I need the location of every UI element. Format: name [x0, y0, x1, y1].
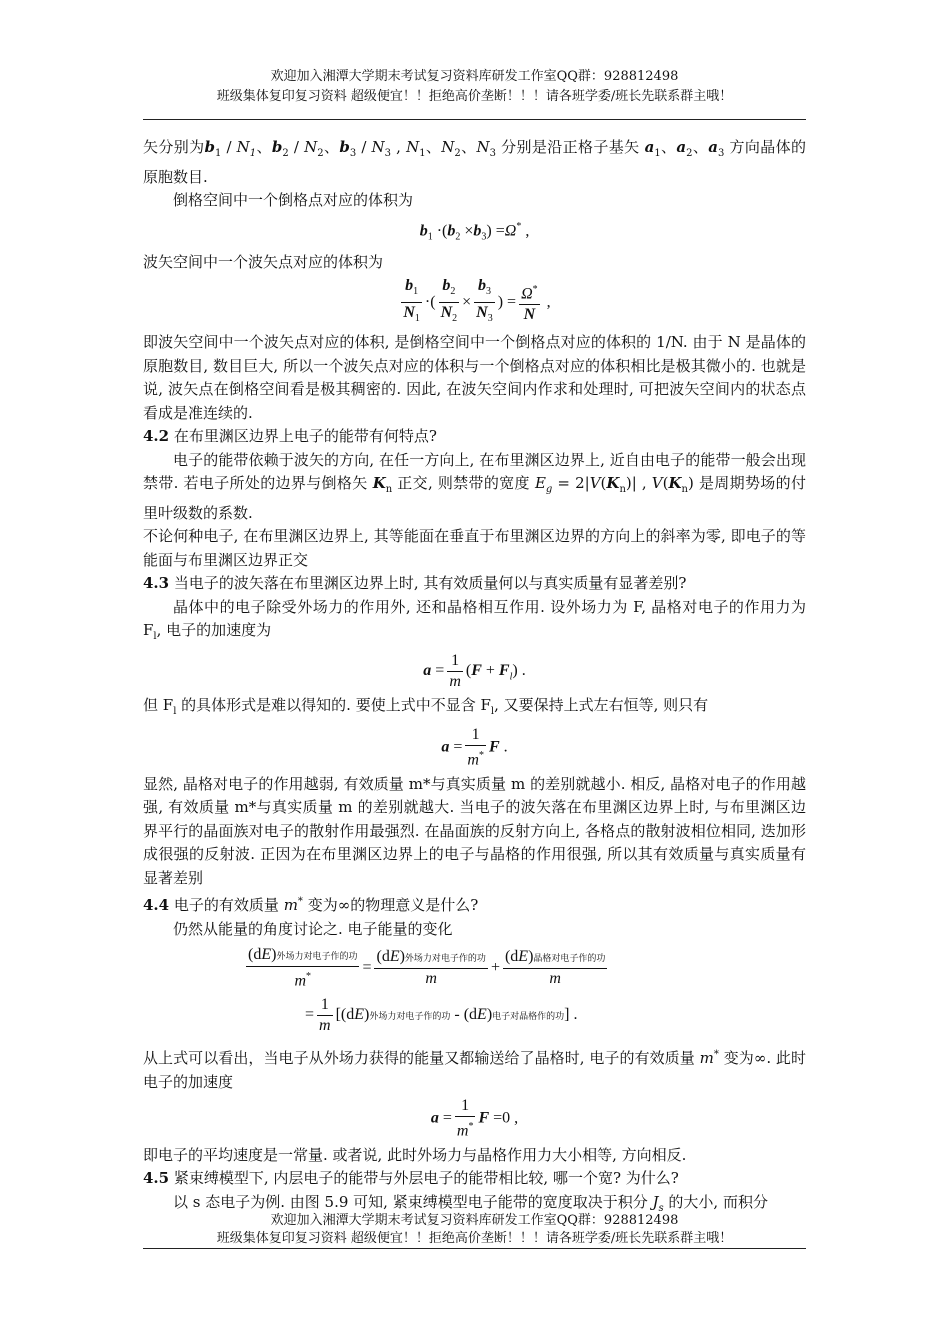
paragraph-wavevector-volume: 波矢空间中一个波矢点对应的体积为: [143, 252, 384, 271]
equation-wavevector-volume: $\frac{b_1}{N_1}$ ·( $\frac{b_2}{N_2}$ × $\frac{b_3}{N_3}$ ) = $\frac{\Omega^*}{N}$ ,: [403, 277, 551, 325]
answer-4-3-c: 显然, 晶格对电子的作用越弱, 有效质量 m*与真实质量 m 的差别就越小. 相反, 晶格对电子的作用越强, 有效质量 m*与真实质量 m 的差别就越大. 当电子的波矢落在布里渊区边界上时, 与布里渊区边界平行的晶面族对电子的散射作用最强烈. 在晶面族的反射方向上, 各格点的散射波相位相同, 迭加形成很强的反射波. 正因为在布里渊区边界上的电子与晶格的作用很强, 所以其有效质量与真实质量有显著差别: [143, 774, 806, 887]
question-4-3: 4.3 当电子的波矢落在布里渊区边界上时, 其有效质量何以与真实质量有显著差别?: [143, 574, 687, 593]
equation-energy-change: $\frac{\text{(dE)外场力对电子作的功}}{m^*}$ = $\frac{\text{(dE)外场力对电子作的功}}{m}$ + $\frac{\text{(dE)晶格对电子作的功}}{m}$ = $\frac{1}{m}$ [(dE)外场力对电子作的功 - (dE)电子对晶格作的功] .: [248, 946, 606, 1035]
equation-acceleration: a = $\frac{1}{m}$ $(F + F_l)$ .: [423, 651, 526, 690]
answer-4-5: 以 s 态电子为例. 由图 5.9 可知, 紧束缚模型电子能带的宽度取决于积分 $J_s$ 的大小, 而积分: [173, 1192, 768, 1214]
paragraph-quasi-continuous: 即波矢空间中一个波矢点对应的体积, 是倒格空间中一个倒格点对应的体积的 1/N. 由于 N 是晶体的原胞数目, 数目巨大, 所以一个波矢点对应的体积与一个倒格点对应的体积相比是极其微小的. 也就是说, 波矢点在倒格空间看是极其稠密的. 因此, 在波矢空间内作求和处理时, 可把波矢空间内的状态点看成是准连续的.: [143, 333, 806, 422]
equation-zero-acceleration: a = $\frac{1}{m^*}$ F =0 ,: [430, 1097, 519, 1140]
answer-4-4-b: 从上式可以看出，当电子从外场力获得的能量又都输送给了晶格时, 电子的有效质量 m* 变为∞. 此时电子的加速度: [143, 1049, 806, 1091]
answer-4-2-b: 不论何种电子, 在布里渊区边界上, 其等能面在垂直于布里渊区边界的方向上的斜率为零, 即电子的等能面与布里渊区边界正交: [143, 527, 806, 569]
page-content: [143, 136, 806, 1220]
paragraph-reciprocal-vectors: 矢分别为$b_1 / N_1$、$b_2 / N_2$、$b_3 / N_3$ , $N_1$、$N_2$、$N_3$ 分别是沿正格子基矢 $a_1$、$a_2$、$a_3$ 方向晶体的原胞数目.: [143, 138, 806, 186]
footer-line-2: 班级集体复印复习资料 超级便宜！！拒绝高价垄断！！！请各班学委/班长先联系群主哦！: [216, 1231, 733, 1246]
header-line-2: 班级集体复印复习资料 超级便宜！！拒绝高价垄断！！！请各班学委/班长先联系群主哦！: [216, 89, 733, 104]
paragraph-reciprocal-volume: 倒格空间中一个倒格点对应的体积为: [173, 191, 414, 209]
answer-4-2-a: 电子的能带依赖于波矢的方向, 在任一方向上, 在布里渊区边界上, 近自由电子的能带一般会出现禁带. 若电子所处的边界与倒格矢 $K_n$ 正交, 则禁带的宽度 $E_g = 2|V(K_n)|$ , $V(K_n)$ 是周期势场的付里叶级数的系数.: [143, 450, 806, 522]
question-4-5: 4.5 紧束缚模型下, 内层电子的能带与外层电子的能带相比较, 哪一个宽? 为什么?: [143, 1169, 679, 1188]
answer-4-3-b: 但 $F_l$ 的具体形式是难以得知的. 要使上式中不显含 $F_l$, 又要保持上式左右恒等, 则只有: [143, 695, 709, 717]
equation-reciprocal-volume: $b_1 \cdot(b_2 \times b_3) =\Omega^*$ ,: [419, 220, 530, 243]
equation-effective-mass: a = $\frac{1}{m^*}$ F .: [441, 726, 508, 769]
answer-4-3-a: 晶体中的电子除受外场力的作用外, 还和晶格相互作用. 设外场力为 F, 晶格对电子的作用力为 $F_l$, 电子的加速度为: [143, 597, 806, 643]
footer-line-1: 欢迎加入湘潭大学期末考试复习资料库研发工作室QQ群：928812498: [270, 1213, 679, 1228]
header-rule: [143, 119, 806, 120]
question-4-4: 4.4 电子的有效质量 m* 变为∞的物理意义是什么?: [143, 896, 479, 915]
answer-4-4-a: 仍然从能量的角度讨论之. 电子能量的变化: [173, 919, 453, 938]
footer-rule: [143, 1248, 806, 1249]
header-line-1: 欢迎加入湘潭大学期末考试复习资料库研发工作室QQ群：928812498: [270, 69, 679, 84]
answer-4-4-c: 即电子的平均速度是一常量. 或者说, 此时外场力与晶格作用力大小相等, 方向相反.: [143, 1145, 687, 1164]
question-4-2: 4.2 在布里渊区边界上电子的能带有何特点?: [143, 427, 437, 446]
